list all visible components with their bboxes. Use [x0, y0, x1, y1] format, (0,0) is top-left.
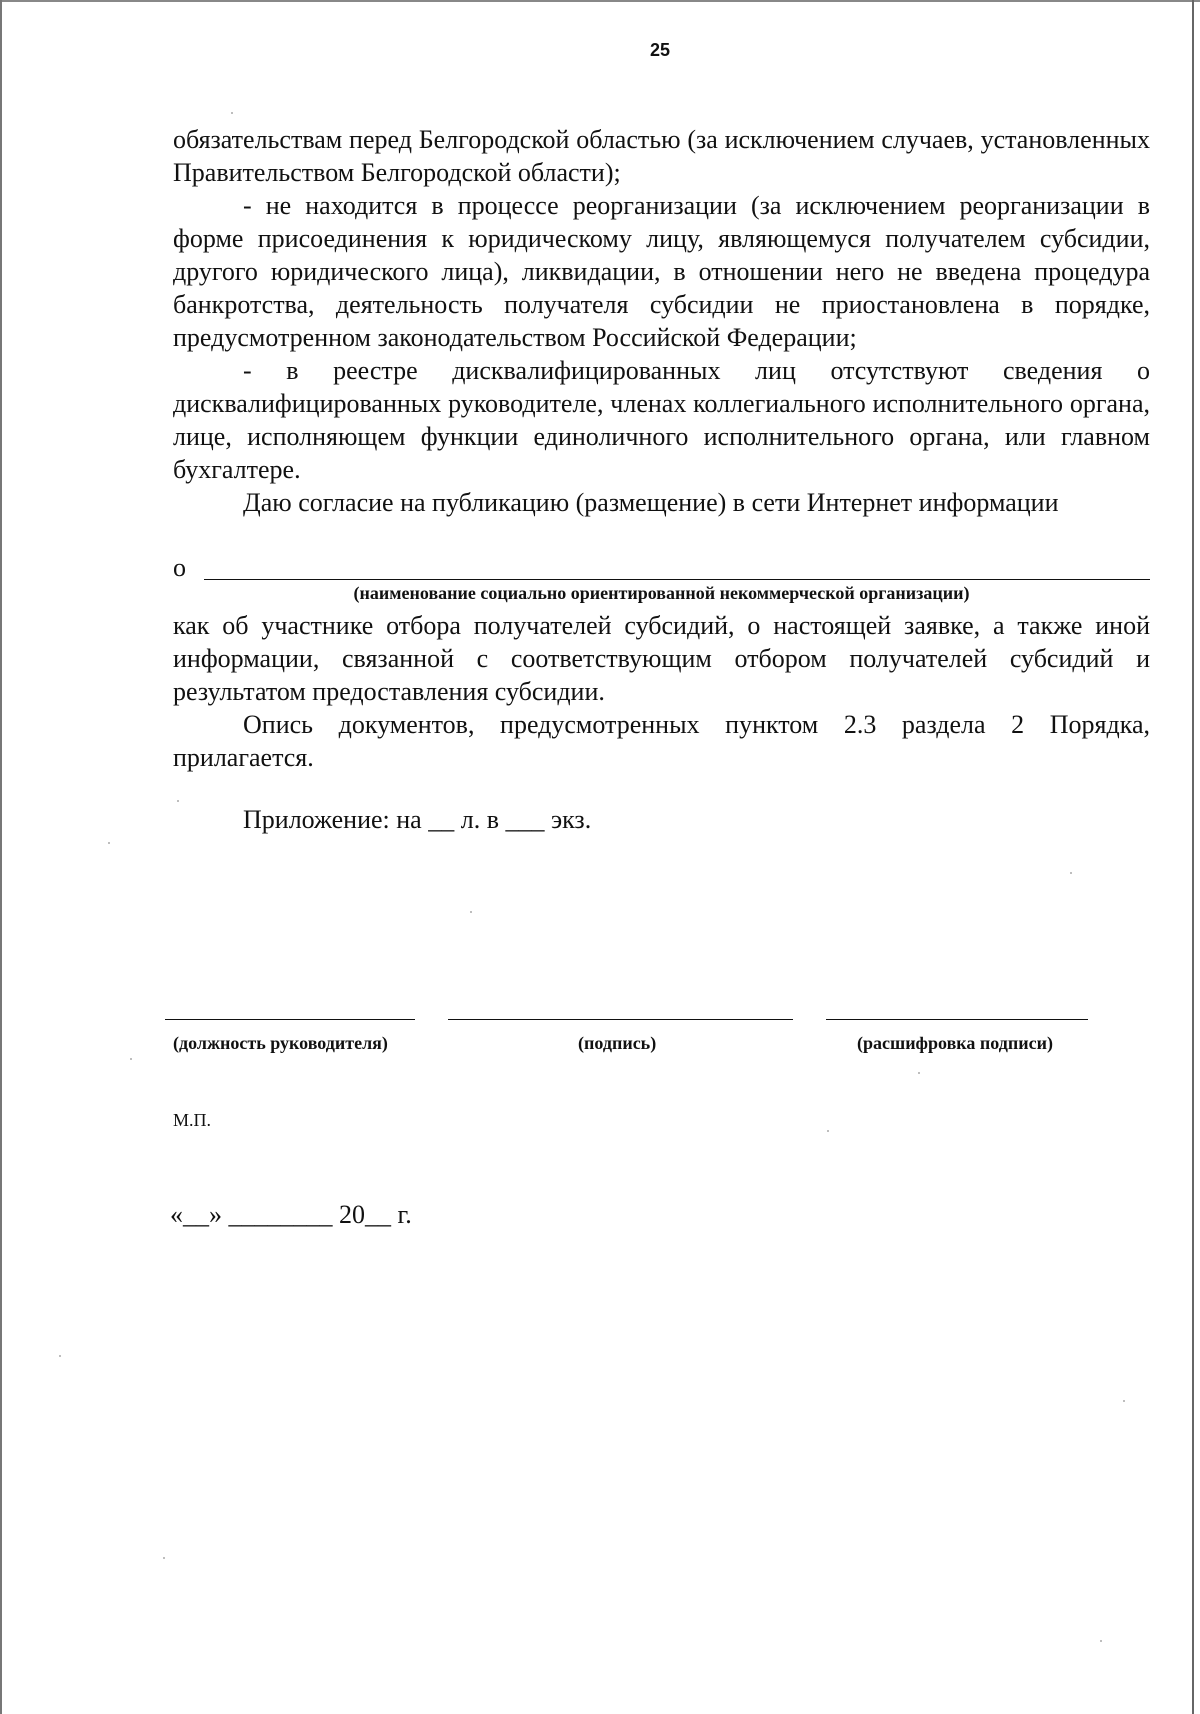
page-number: 25 [649, 40, 671, 60]
paragraph-consent: Даю согласие на публикацию (размещение) в сети Интернет информации [243, 488, 1059, 517]
stamp-place: М.П. [173, 1110, 212, 1130]
page-edge-right [1192, 0, 1194, 1714]
scan-speck [59, 1355, 61, 1357]
scan-speck [130, 1058, 132, 1060]
paragraph-disqualified: - в реестре дисквалифицированных лиц отсутствуют сведения о дисквалифицированных руководителе, членах коллегиального исполнительного органа, лице, исполняющем функции единоличного исполнительного органа, или главном бухгалтере. [173, 356, 1150, 484]
page-edge-top [0, 0, 1200, 2]
paragraph-participant: как об участнике отбора получателей субсидий, о настоящей заявке, а также иной информации, связанной с соответствующим отбором получателей субсидий и результатом предоставления субсидии. [173, 611, 1150, 706]
scan-speck [231, 112, 233, 114]
scan-speck [1100, 1640, 1102, 1642]
decryption-blank[interactable] [826, 1019, 1088, 1020]
appendix-line: Приложение: на __ л. в ___ экз. [243, 805, 592, 834]
paragraph-reorganization: - не находится в процессе реорганизации (за исключением реорганизации в форме присоединения к юридическому лицу, являющемуся получателем субсидии, другого юридического лица), ликвидации, в отношении него не введена процедура банкротства, деятельность получателя субсидии не приостановлена в порядке, предусмотренном законодательством Российской Федерации; [173, 191, 1150, 352]
decryption-label: (расшифровка подписи) [857, 1033, 1053, 1053]
body-text-bottom [173, 609, 1150, 774]
scan-speck [108, 842, 110, 844]
signature-label: (подпись) [578, 1033, 657, 1053]
scan-speck [918, 1072, 920, 1074]
organization-name-caption: (наименование социально ориентированной некоммерческой организации) [353, 583, 970, 603]
paragraph-inventory: Опись документов, предусмотренных пунктом 2.3 раздела 2 Порядка, прилагается. [173, 710, 1150, 772]
signature-blank[interactable] [448, 1019, 793, 1020]
scan-speck [163, 1557, 165, 1559]
scan-speck [1123, 1400, 1125, 1402]
position-label: (должность руководителя) [173, 1033, 388, 1053]
position-blank[interactable] [165, 1019, 415, 1020]
body-text-top [173, 123, 1150, 519]
paragraph-obligations: обязательствам перед Белгородской областью (за исключением случаев, установленных Правительством Белгородской области); [173, 125, 1150, 187]
organization-name-blank[interactable] [204, 579, 1150, 580]
page-edge-left [0, 0, 2, 1714]
scan-speck [1070, 872, 1072, 874]
blank-prefix: о [173, 553, 186, 582]
scan-speck [177, 800, 179, 802]
scan-speck [827, 1130, 829, 1132]
date-line: «__» ________ 20__ г. [170, 1200, 412, 1229]
scan-speck [470, 911, 472, 913]
